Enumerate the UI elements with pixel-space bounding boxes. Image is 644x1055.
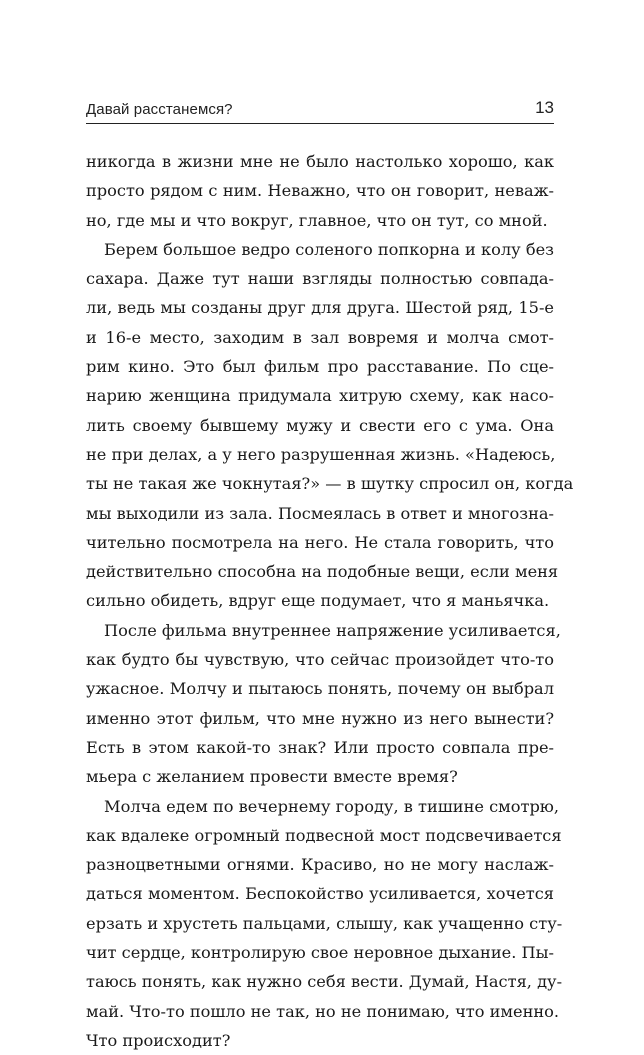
body-text — [86, 147, 574, 1055]
text-line: мы выходили из зала. Посмеялась в ответ и многозна- — [86, 503, 554, 523]
text-line: сильно обидеть, вдруг еще подумает, что я маньячка. — [86, 591, 550, 611]
text-line: Молча едем по вечернему городу, в тишине смотрю, — [104, 796, 560, 816]
text-line: разноцветными огнями. Красиво, но не могу наслаж- — [86, 855, 554, 875]
text-line: ли, ведь мы созданы друг для друга. Шестой ряд, 15-е — [86, 298, 554, 318]
text-line: После фильма внутреннее напряжение усиливается, — [104, 620, 561, 640]
text-line: действительно способна на подобные вещи, если меня — [86, 562, 559, 582]
text-line: лить своему бывшему мужу и свести его с ума. Она — [86, 415, 554, 435]
text-line: май. Что-то пошло не так, но не понимаю, что именно. — [86, 1001, 560, 1021]
text-line: Берем большое ведро соленого попкорна и колу без — [104, 239, 554, 259]
text-line: рим кино. Это был фильм про расставание. По сце- — [86, 357, 554, 377]
text-line: никогда в жизни мне не было настолько хорошо, как — [86, 152, 554, 171]
page-number: 13 — [535, 98, 554, 117]
paragraph — [86, 147, 554, 235]
text-line: как будто бы чувствую, что сейчас произойдет что-то — [86, 650, 554, 670]
text-line: сахара. Даже тут наши взгляды полностью совпада- — [86, 269, 554, 289]
text-line: Что происходит? — [86, 1030, 231, 1050]
text-line: но, где мы и что вокруг, главное, что он тут, со мной. — [86, 210, 548, 230]
text-line: таюсь понять, как нужно себя вести. Думай, Настя, ду- — [86, 972, 563, 992]
text-line: ты не такая же чокнутая?» — в шутку спросил он, когда — [86, 474, 574, 494]
running-title: Давай расстанемся? — [86, 101, 233, 118]
text-line: нарию женщина придумала хитрую схему, как насо- — [86, 386, 554, 406]
running-header — [86, 97, 554, 124]
text-line: просто рядом с ним. Неважно, что он говорит, неваж- — [86, 181, 554, 201]
text-line: именно этот фильм, что мне нужно из него вынести? — [86, 708, 554, 728]
text-line: ерзать и хрустеть пальцами, слышу, как учащенно сту- — [86, 913, 563, 933]
paragraph — [86, 792, 563, 1055]
text-line: не при делах, а у него разрушенная жизнь. «Надеюсь, — [86, 444, 556, 464]
text-line: Есть в этом какой-то знак? Или просто совпала пре- — [86, 737, 554, 757]
text-line: даться моментом. Беспокойство усиливается, хочется — [86, 884, 554, 904]
text-line: и 16-е место, заходим в зал вовремя и молча смот- — [86, 327, 554, 347]
paragraph — [86, 235, 574, 616]
text-line: чительно посмотрела на него. Не стала говорить, что — [86, 532, 554, 552]
paragraph — [86, 616, 561, 792]
text-line: чит сердце, контролирую свое неровное дыхание. Пы- — [86, 943, 554, 963]
text-line: ужасное. Молчу и пытаюсь понять, почему он выбрал — [86, 679, 554, 699]
text-line: мьера с желанием провести вместе время? — [86, 767, 458, 787]
text-line: как вдалеке огромный подвесной мост подсвечивается — [86, 825, 562, 845]
